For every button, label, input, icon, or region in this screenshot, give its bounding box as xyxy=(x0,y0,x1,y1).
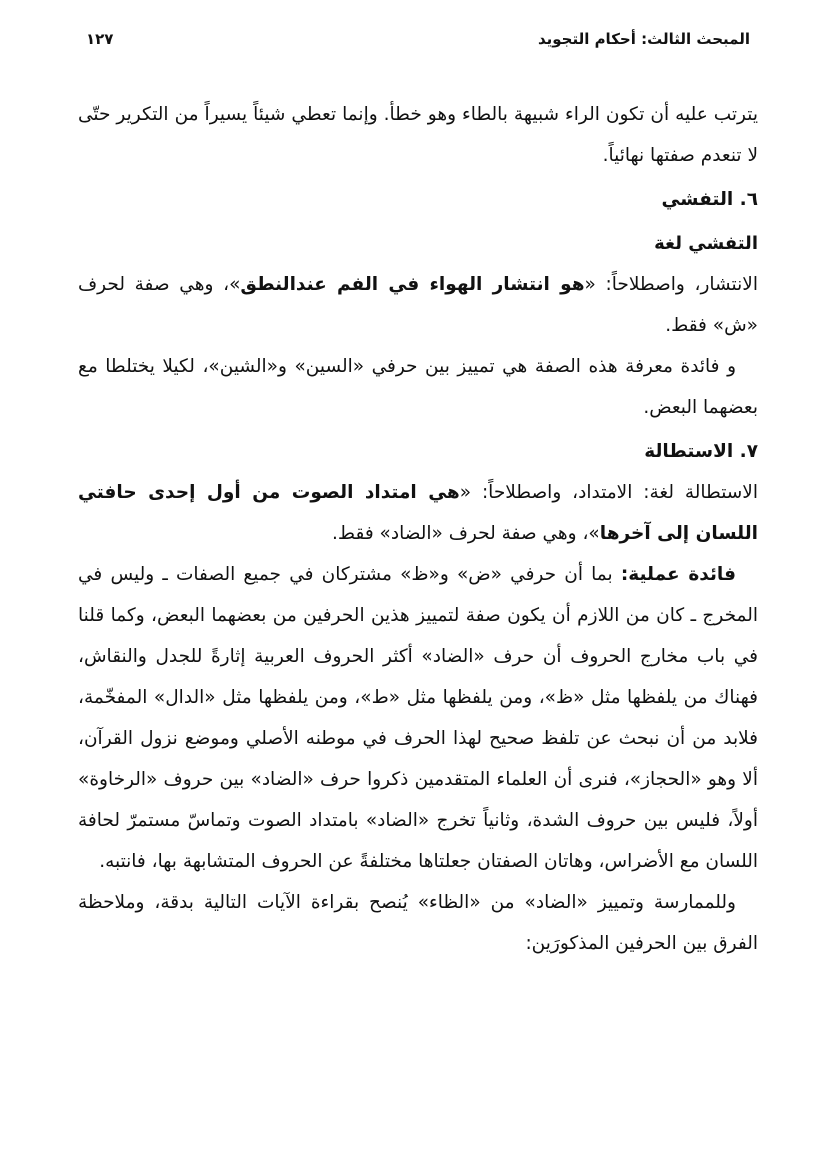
definition-tail-text: »، وهي صفة لحرف «ش» فقط. xyxy=(78,274,758,336)
practical-benefit-label: فائدة عملية: xyxy=(620,564,736,585)
paragraph-istitala-definition xyxy=(78,472,758,554)
subheading-tafashshi-lugha: التفشي لغة xyxy=(654,233,758,254)
paragraph-practical-benefit xyxy=(78,554,758,882)
definition-tail-text: »، وهي صفة لحرف «الضاد» فقط. xyxy=(332,523,600,544)
paragraph-tafashshi-definition xyxy=(78,264,758,346)
definition-lead-text: الانتشار، واصطلاحاً: « xyxy=(584,274,758,295)
section-heading-tafashshi: ٦. التفشي xyxy=(661,189,758,210)
paragraph-practice-note: وللممارسة وتمييز «الضاد» من «الظاء» يُنصح بقراءة الآيات التالية بدقة، وملاحظة الفرق بين الحرفين المذكورَين: xyxy=(78,892,758,954)
practical-benefit-text: بما أن حرفي «ض» و«ظ» مشتركان في جميع الصفات ـ وليس في المخرج ـ كان من اللازم أن يكون صفة لتمييز هذين الحرفين من بعضهما البعض، وكما قلنا في باب مخارج الحروف أن حرف «الضاد» أكثر الحروف العربية إثارةً للجدل والنقاش، فهناك من يلفظها مثل «ظ»، ومن يلفظها مثل «ط»، ومن يلفظها مثل «الدال» المفخّمة، فلابد من أن نبحث عن تلفظ صحيح لهذا الحرف في موطنه الأصلي وموضع نزول القرآن، ألا وهو «الحجاز»، فنرى أن العلماء المتقدمين ذكروا حرف «الضاد» بين حروف «الرخاوة» أولاً، فليس بين حروف الشدة، وثانياً تخرج «الضاد» بامتداد الصوت وتماسّ مستمرّ لحافة اللسان مع الأضراس، وهاتان الصفتان جعلتاها مختلفةً عن الحروف المتشابهة بها، فانتبه. xyxy=(78,564,758,872)
running-header xyxy=(78,30,758,60)
book-page xyxy=(78,30,758,964)
page-number: ١٢٧ xyxy=(86,30,114,48)
paragraph-takrir-continuation: يترتب عليه أن تكون الراء شبيهة بالطاء وهو خطأ. وإنما تعطي شيئاً يسيراً من التكرير حتّى لا تنعدم صفتها نهائياً. xyxy=(78,104,758,166)
definition-bold-text: هي امتداد الصوت من أول إحدى حافتي اللسان إلى آخرها xyxy=(78,482,758,544)
paragraph-tafashshi-benefit: و فائدة معرفة هذه الصفة هي تمييز بين حرفي «السين» و«الشين»، لكيلا يختلطا مع بعضهما البعض. xyxy=(78,356,758,418)
definition-lead-text: الاستطالة لغة: الامتداد، واصطلاحاً: « xyxy=(459,482,758,503)
definition-bold-text: هو انتشار الهواء في الفم عندالنطق xyxy=(240,274,585,295)
chapter-title: المبحث الثالث: أحكام التجويد xyxy=(537,30,750,48)
section-heading-istitala: ٧. الاستطالة xyxy=(644,441,758,462)
